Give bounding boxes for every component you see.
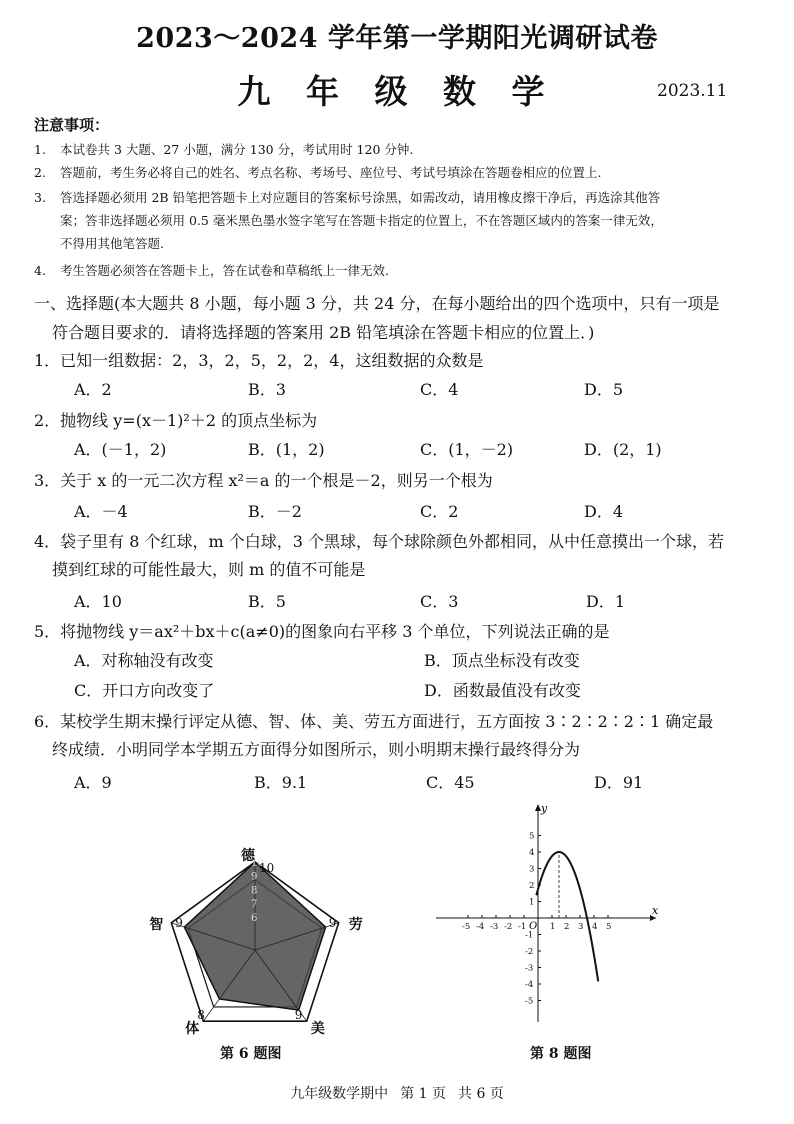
option-c: C．3 bbox=[420, 592, 459, 611]
footer-course: 九年级数学期中 bbox=[290, 1086, 389, 1102]
question-6-options bbox=[74, 770, 774, 798]
radar-axis-label: 劳 bbox=[348, 916, 363, 933]
notice-num: 3. bbox=[34, 190, 46, 205]
x-tick-label: 5 bbox=[606, 922, 612, 932]
option-c: C．2 bbox=[420, 502, 459, 521]
question-2-stem: 2．抛物线 y=(x－1)²＋2 的顶点坐标为 bbox=[34, 411, 318, 430]
question-4-line-2: 摸到红球的可能性最大，则 m 的值不可能是 bbox=[52, 560, 366, 579]
notice-text: 答选择题必须用 2B 铅笔把答题卡上对应题目的答案标号涂黑，如需改动，请用橡皮擦干净后，再选涂其他答 bbox=[60, 190, 661, 205]
figure-8-caption: 第 8 题图 bbox=[530, 1046, 592, 1062]
parabola-curve bbox=[536, 852, 598, 981]
option-d: D．91 bbox=[594, 773, 644, 792]
question-4-stem bbox=[34, 528, 774, 584]
option-d: D．(2，1) bbox=[584, 440, 662, 459]
parabola-figure bbox=[430, 800, 670, 1032]
x-tick-label: 3 bbox=[578, 922, 584, 932]
radar-axis-label: 美 bbox=[310, 1021, 325, 1038]
question-3-options bbox=[74, 499, 774, 527]
x-tick-label: -4 bbox=[476, 922, 485, 932]
radar-value-label: 9 bbox=[328, 915, 337, 930]
x-tick-label: -2 bbox=[504, 922, 513, 932]
y-tick-label: -5 bbox=[525, 996, 534, 1007]
question-5-options-row-2 bbox=[74, 678, 774, 706]
y-axis-label: y bbox=[541, 802, 548, 815]
x-tick-label: -5 bbox=[462, 922, 471, 932]
notice-num: 2. bbox=[34, 165, 46, 180]
notice-text-cont: 案；答非选择题必须用 0.5 毫米黑色墨水签字笔写在答题卡指定的位置上，不在答题区域内的答案一律无效， bbox=[60, 213, 663, 228]
exam-date: 2023.11 bbox=[657, 81, 728, 101]
option-a: A．(－1，2) bbox=[74, 440, 167, 459]
figure-6-caption: 第 6 题图 bbox=[220, 1046, 282, 1062]
footer-page: 第 1 页 bbox=[400, 1086, 446, 1102]
radar-value-label: 9 bbox=[175, 915, 183, 930]
option-d: D．5 bbox=[584, 380, 624, 399]
option-a: A．－4 bbox=[74, 502, 128, 521]
radar-tick-label: 8 bbox=[251, 885, 258, 897]
option-a: A．9 bbox=[74, 773, 112, 792]
option-d: D．4 bbox=[584, 502, 624, 521]
origin-label: O bbox=[529, 921, 538, 932]
notice-item-1 bbox=[34, 138, 764, 161]
radar-tick-label: 6 bbox=[251, 912, 258, 924]
footer-total: 共 6 页 bbox=[458, 1086, 504, 1102]
question-4-options bbox=[74, 589, 774, 617]
notice-text: 本试卷共 3 大题、27 小题，满分 130 分，考试用时 120 分钟. bbox=[60, 142, 414, 157]
question-6-stem bbox=[34, 708, 774, 764]
graph-y-ticks bbox=[525, 832, 541, 1007]
y-tick-label: -2 bbox=[525, 947, 534, 957]
radar-axis-label: 体 bbox=[185, 1021, 200, 1038]
question-1-stem: 1．已知一组数据：2，3，2，5，2，2，4，这组数据的众数是 bbox=[34, 351, 484, 370]
question-3-stem: 3．关于 x 的一元二次方程 x²＝a 的一个根是－2，则另一个根为 bbox=[34, 471, 493, 490]
notice-item-4 bbox=[34, 259, 764, 282]
notice-num: 1. bbox=[34, 142, 46, 157]
section-heading bbox=[34, 289, 774, 347]
option-d: D．1 bbox=[586, 592, 626, 611]
y-tick-label: -1 bbox=[525, 930, 534, 941]
y-tick-label: 3 bbox=[529, 864, 535, 875]
option-b: B．顶点坐标没有改变 bbox=[424, 651, 580, 670]
question-6-line-2: 终成绩．小明同学本学期五方面得分如图所示，则小明期末操行最终得分为 bbox=[52, 740, 581, 759]
radar-axis-label: 德 bbox=[241, 848, 255, 864]
option-c: C．45 bbox=[426, 773, 475, 792]
x-axis-label: x bbox=[652, 904, 659, 917]
subject-title: 九 年 级 数 学 bbox=[237, 72, 557, 111]
option-c: C．4 bbox=[420, 380, 459, 399]
option-b: B．(1，2) bbox=[248, 440, 325, 459]
notice-text: 考生答题必须答在答题卡上，答在试卷和草稿纸上一律无效. bbox=[60, 263, 389, 278]
option-a: A．2 bbox=[74, 380, 112, 399]
page-footer bbox=[0, 1083, 794, 1103]
x-tick-label: 4 bbox=[592, 922, 598, 932]
section-line-1: 一、选择题(本大题共 8 小题，每小题 3 分，共 24 分，在每小题给出的四个选项中，只有一项是 bbox=[34, 294, 720, 313]
y-tick-label: -3 bbox=[525, 963, 534, 974]
y-tick-label: 5 bbox=[529, 831, 535, 842]
section-line-2: 符合题目要求的．请将选择题的答案用 2B 铅笔填涂在答题卡相应的位置上．) bbox=[52, 323, 595, 342]
radar-value-label: 8 bbox=[197, 1008, 205, 1023]
question-5-stem: 5．将抛物线 y＝ax²＋bx＋c(a≠0)的图象向右平移 3 个单位，下列说法正确的是 bbox=[34, 622, 610, 641]
radar-tick-label: 10 bbox=[251, 858, 264, 869]
question-6-line-1: 6．某校学生期末操行评定从德、智、体、美、劳五方面进行，五方面按 3∶2∶2∶2∶1 确定最 bbox=[34, 712, 714, 731]
option-c: C．(1，－2) bbox=[420, 440, 514, 459]
radar-axis-label: 智 bbox=[149, 916, 164, 933]
option-b: B．5 bbox=[248, 592, 286, 611]
option-a: A．10 bbox=[74, 592, 122, 611]
notice-text-cont: 不得用其他笔答题. bbox=[60, 236, 164, 251]
y-tick-label: 1 bbox=[529, 897, 535, 908]
option-b: B．9.1 bbox=[254, 773, 308, 792]
exam-title: 2023～2024 学年第一学期阳光调研试卷 bbox=[136, 23, 658, 54]
x-tick-label: -3 bbox=[490, 922, 499, 932]
question-1-options bbox=[74, 377, 774, 405]
question-4-line-1: 4．袋子里有 8 个红球，m 个白球，3 个黑球，每个球除颜色外都相同，从中任意摸出一个球，若 bbox=[34, 532, 725, 551]
radar-figure bbox=[149, 840, 363, 1040]
y-tick-label: -4 bbox=[525, 980, 534, 990]
radar-tick-label: 7 bbox=[251, 899, 258, 911]
option-c: C．开口方向改变了 bbox=[74, 681, 215, 700]
notice-num: 4. bbox=[34, 263, 46, 278]
option-b: B．－2 bbox=[248, 502, 302, 521]
radar-tick-label: 9 bbox=[251, 871, 258, 883]
option-d: D．函数最值没有改变 bbox=[424, 681, 581, 700]
notice-heading: 注意事项： bbox=[34, 116, 110, 134]
x-tick-label: 2 bbox=[564, 922, 570, 932]
option-a: A．对称轴没有改变 bbox=[74, 651, 214, 670]
graph-axes bbox=[436, 804, 656, 1022]
x-tick-label: 1 bbox=[550, 922, 556, 932]
radar-value-label: 10 bbox=[259, 861, 275, 875]
option-b: B．3 bbox=[248, 380, 286, 399]
x-tick-label: -1 bbox=[518, 922, 527, 932]
radar-value-label: 9 bbox=[294, 1008, 303, 1023]
notice-item-2 bbox=[34, 161, 764, 184]
y-tick-label: 2 bbox=[529, 881, 535, 891]
notice-text: 答题前，考生务必将自己的姓名、考点名称、考场号、座位号、考试号填涂在答题卷相应的位置上. bbox=[60, 165, 602, 180]
question-5-options-row-1 bbox=[74, 648, 774, 676]
notice-item-3 bbox=[34, 186, 764, 255]
question-2-options bbox=[74, 437, 774, 465]
y-tick-label: 4 bbox=[529, 848, 535, 858]
